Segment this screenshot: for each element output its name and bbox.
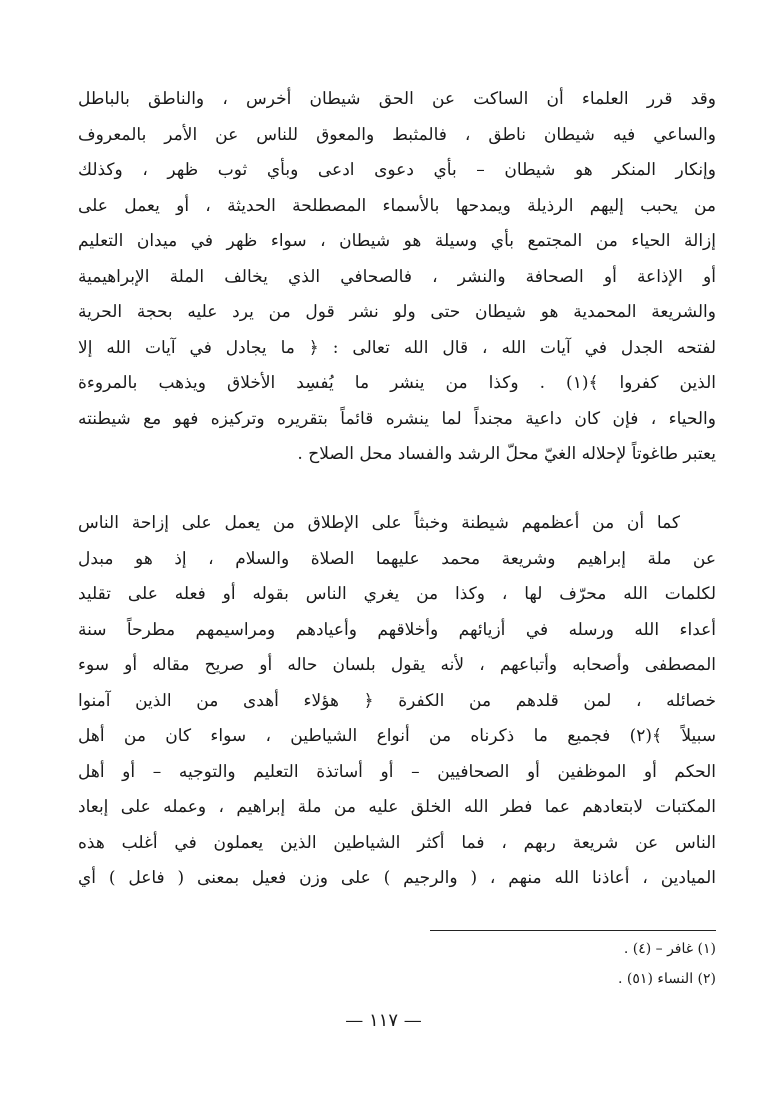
page-number: — ١١٧ — — [345, 1010, 422, 1031]
text-line: الناس عن شريعة ربهم ، فما أكثر الشياطين الذين يعملون في أغلب هذه — [78, 832, 716, 853]
text-line: المكتبات لابتعادهم عما فطر الله الخلق عليه من ملة إبراهيم ، وعمله على إبعاد — [78, 797, 716, 817]
text-line: سبيلاً ﴾(٢) فجميع ما ذكرناه من أنواع الشياطين ، سواء كان من أهل — [78, 726, 716, 746]
text-line: كما أن من أعظمهم شيطنة وخبثاً على الإطلاق من يعمل على إزاحة الناس — [78, 513, 680, 533]
text-line: المصطفى وأصحابه وأتباعهم ، لأنه يقول بلسان حاله أو صريح مقاله أو سوء — [78, 655, 716, 675]
text-line: عن ملة إبراهيم وشريعة محمد عليهما الصلاة والسلام ، إذ هو مبدل — [78, 548, 716, 569]
text-line: والشريعة المحمدية هو شيطان حتى ولو نشر قول من يرد عليه بحجة الحرية — [78, 302, 716, 322]
text-line: لكلمات الله محرّف لها ، وكذا من يغري الناس بقوله أو فعله على تقليد — [78, 584, 716, 604]
text-line: لفتحه الجدل في آيات الله ، قال الله تعالى : ﴿ ما يجادل في آيات الله إلا — [78, 337, 716, 358]
text-line: والساعي فيه شيطان ناطق ، فالمثبط والمعوق للناس عن الأمر بالمعروف — [78, 124, 716, 145]
text-line: وإنكار المنكر هو شيطان – بأي دعوى ادعى وبأي ثوب ظهر ، وكذلك — [78, 160, 716, 180]
footnote-2: (٢) النساء (٥١) . — [618, 971, 716, 987]
text-line: من يحبب إليهم الرذيلة ويمدحها بالأسماء المصطلحة الحديثة ، أو يعمل على — [78, 195, 716, 216]
paragraph-2 — [78, 506, 716, 897]
footnote-1: (١) غافر – (٤) . — [623, 941, 716, 957]
text-line: وقد قرر العلماء أن الساكت عن الحق شيطان أخرس ، والناطق بالباطل — [78, 89, 716, 109]
footnote-divider — [430, 930, 716, 931]
text-line: إزالة الحياء من المجتمع بأي وسيلة هو شيطان ، سواء ظهر في ميدان التعليم — [78, 231, 716, 251]
footnotes — [430, 934, 716, 994]
text-line: يعتبر طاغوتاً لإحلاله الغيّ محلّ الرشد والفساد محل الصلاح . — [297, 444, 716, 464]
text-line: الذين كفروا ﴾(١) . وكذا من ينشر ما يُفسِد الأخلاق ويذهب بالمروءة — [78, 373, 716, 393]
text-line: خصائله ، لمن قلدهم من الكفرة ﴿ هؤلاء أهدى من الذين آمنوا — [78, 690, 716, 711]
paragraph-1 — [78, 82, 716, 473]
text-line: أعداء الله ورسله في أزيائهم وأخلاقهم وأعيادهم ومراسيمهم مطرحاً سنة — [78, 619, 716, 640]
text-line: والحياء ، فإن كان داعية مجنداً لما ينشره قائماً بتقريره وتركيزه فهو مع شيطنته — [78, 408, 716, 429]
text-line: أو الإذاعة أو الصحافة والنشر ، فالصحافي الذي يخالف الملة الإبراهيمية — [78, 266, 716, 287]
text-line: الميادين ، أعاذنا الله منهم ، ( والرجيم ) على وزن فعيل بمعنى ( فاعل ) أي — [78, 868, 716, 888]
text-line: الحكم أو الموظفين أو الصحافيين – أو أساتذة التعليم والتوجيه – أو أهل — [78, 761, 716, 782]
